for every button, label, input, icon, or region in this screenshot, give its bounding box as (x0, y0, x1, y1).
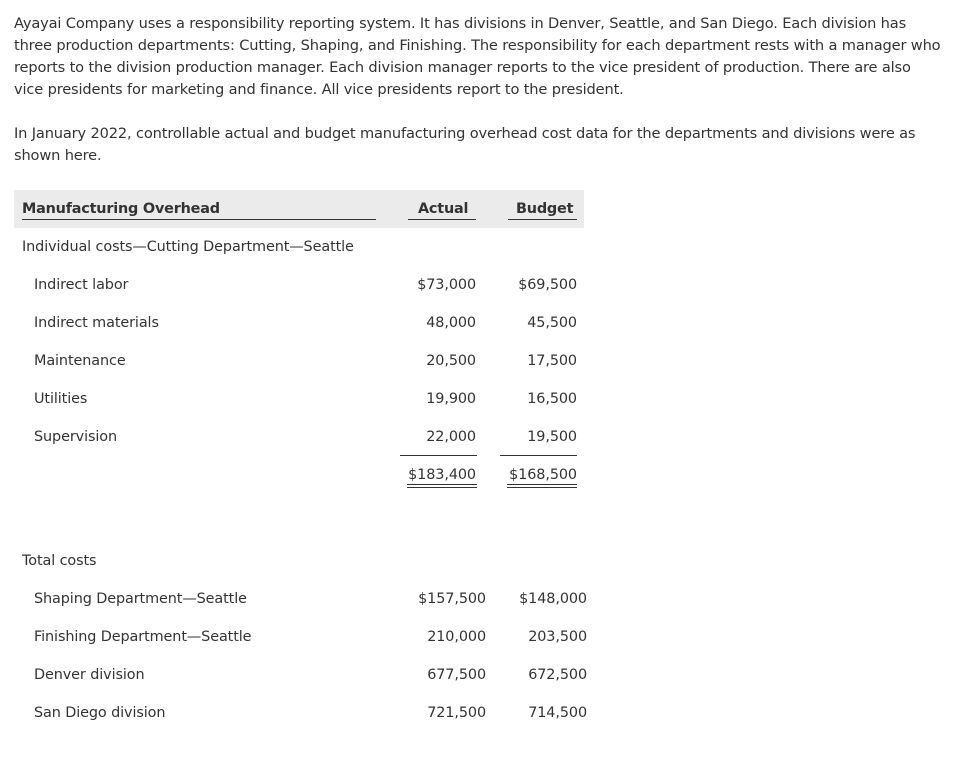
row-budget: $148,000 (519, 591, 587, 607)
total-actual: $183,400 (408, 467, 476, 483)
row-budget: 45,500 (527, 315, 577, 331)
total-budget: $168,500 (509, 467, 577, 483)
section-title-cutting: Individual costs—Cutting Department—Seattle (22, 239, 354, 255)
row-actual: 19,900 (426, 391, 476, 407)
row-actual: $73,000 (417, 277, 476, 293)
row-label: Denver division (34, 667, 145, 683)
row-budget: 16,500 (527, 391, 577, 407)
row-budget: $69,500 (518, 277, 577, 293)
row-actual: 721,500 (427, 705, 486, 721)
row-label: Finishing Department—Seattle (34, 629, 252, 645)
row-label: Supervision (34, 429, 117, 445)
row-actual: 22,000 (426, 429, 476, 445)
row-actual: 210,000 (427, 629, 486, 645)
row-label: San Diego division (34, 705, 166, 721)
row-budget: 17,500 (527, 353, 577, 369)
intro-paragraph-2: In January 2022, controllable actual and budget manufacturing overhead cost data for the departments and divisions were as shown here. (14, 125, 916, 164)
subtotal-rule-budget (500, 455, 577, 456)
subtotal-rule-actual (400, 455, 477, 456)
row-label: Shaping Department—Seattle (34, 591, 247, 607)
section-title-total-costs: Total costs (22, 553, 97, 569)
row-actual: 677,500 (427, 667, 486, 683)
row-budget: 19,500 (527, 429, 577, 445)
total-double-rule-budget (507, 484, 577, 488)
header-underline-label (22, 219, 376, 220)
header-actual: Actual (418, 201, 469, 217)
intro-paragraph-1: Ayayai Company uses a responsibility reporting system. It has divisions in Denver, Seattle, and San Diego. Each division has three production departments: Cutting, Shaping, and Finishing. The responsibility for each department rests with a manager who reports to the division production manager. Each division manager reports to the vice president of production. There are also vice presidents for marketing and finance. All vice presidents report to the president. (14, 15, 941, 98)
row-label: Maintenance (34, 353, 126, 369)
header-underline-actual (408, 219, 476, 220)
row-label: Indirect materials (34, 315, 159, 331)
row-actual: $157,500 (418, 591, 486, 607)
header-underline-budget (508, 219, 577, 220)
row-budget: 203,500 (528, 629, 587, 645)
header-manufacturing-overhead: Manufacturing Overhead (22, 201, 220, 217)
row-actual: 48,000 (426, 315, 476, 331)
row-budget: 672,500 (528, 667, 587, 683)
header-budget: Budget (516, 201, 574, 217)
total-double-rule-actual (407, 484, 477, 488)
row-actual: 20,500 (426, 353, 476, 369)
row-label: Indirect labor (34, 277, 129, 293)
row-budget: 714,500 (528, 705, 587, 721)
row-label: Utilities (34, 391, 88, 407)
